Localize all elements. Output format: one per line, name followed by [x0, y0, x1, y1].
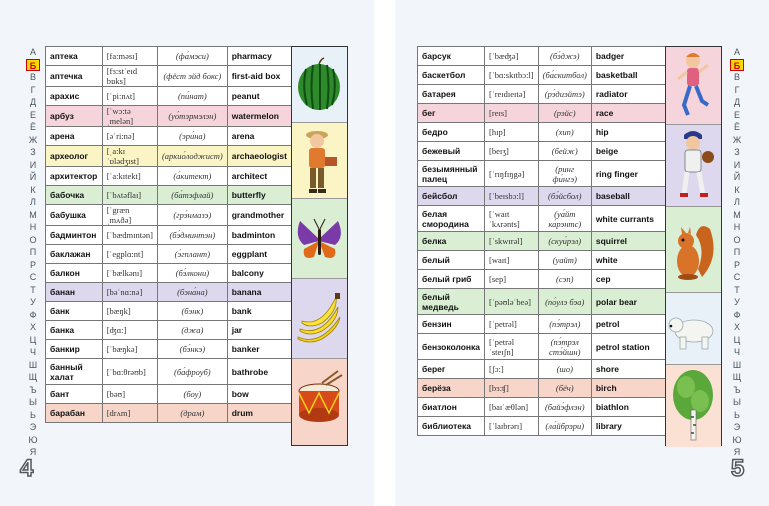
alphabet-letter[interactable]: Ъ: [733, 384, 741, 395]
english-word: badminton: [227, 226, 291, 245]
vocabulary-row: [46, 359, 292, 385]
alphabet-letter-active[interactable]: Б: [730, 59, 744, 72]
vocabulary-row: [418, 123, 666, 142]
alphabet-letter[interactable]: И: [29, 159, 37, 170]
russian-reading: (рэ́диэйтэ): [538, 85, 591, 104]
vocabulary-row: [418, 85, 666, 104]
english-word: peanut: [227, 87, 291, 106]
alphabet-letter[interactable]: С: [29, 272, 37, 282]
russian-word: белая смородина: [418, 206, 485, 232]
alphabet-letter[interactable]: Г: [734, 84, 740, 95]
russian-word: бант: [46, 385, 103, 404]
russian-word: бензоколонка: [418, 334, 485, 360]
russian-reading: (ба́скитбол): [538, 66, 591, 85]
russian-reading: (уайт): [538, 251, 591, 270]
alphabet-letter[interactable]: Р: [29, 259, 36, 270]
vocabulary-row: [418, 206, 666, 232]
russian-reading: (бэ́джэ): [538, 47, 591, 66]
alphabet-letter[interactable]: М: [29, 209, 37, 220]
vocabulary-row: [46, 264, 292, 283]
russian-reading: (уа́йт ка́рэнтс): [538, 206, 591, 232]
transcription: [ˈpetrəl]: [485, 315, 539, 334]
watermelon-illustration: [292, 47, 347, 123]
english-word: white: [591, 251, 665, 270]
archaeologist-illustration: [292, 123, 347, 199]
english-word: arena: [227, 127, 291, 146]
russian-reading: (бэ́нкэ): [157, 340, 227, 359]
russian-word: аптечка: [46, 66, 103, 87]
russian-reading: (ба́тэфлай): [157, 186, 227, 205]
alphabet-letter[interactable]: Г: [30, 84, 36, 95]
english-word: banker: [227, 340, 291, 359]
russian-word: бедро: [418, 123, 485, 142]
alphabet-letter[interactable]: Ю: [28, 434, 38, 445]
transcription: [ʤɑ:]: [102, 321, 157, 340]
vocabulary-row: [46, 47, 292, 66]
english-word: watermelon: [227, 106, 291, 127]
russian-word: бейсбол: [418, 187, 485, 206]
english-word: first-aid box: [227, 66, 291, 87]
russian-reading: (аркио́лоджист): [157, 146, 227, 167]
runner-illustration: [666, 47, 721, 125]
vocabulary-row: [418, 142, 666, 161]
transcription: [fɜ:stˈeɪd bɒks]: [102, 66, 157, 87]
russian-reading: (шо): [538, 360, 591, 379]
russian-word: археолог: [46, 146, 103, 167]
russian-word: бабочка: [46, 186, 103, 205]
transcription: [fa:məsɪ]: [102, 47, 157, 66]
vocabulary-row: [46, 302, 292, 321]
transcription: [ˈlaɪbrərɪ]: [485, 417, 539, 436]
right-page-number: 5: [731, 455, 745, 482]
alphabet-letter[interactable]: Ж: [28, 134, 38, 145]
alphabet-letter[interactable]: Э: [29, 422, 37, 432]
alphabet-letter[interactable]: Ы: [29, 397, 37, 407]
russian-reading: (бэнк): [157, 302, 227, 321]
russian-word: архитектор: [46, 167, 103, 186]
russian-word: бензин: [418, 315, 485, 334]
alphabet-letter[interactable]: Х: [733, 322, 740, 332]
vocabulary-row: [46, 186, 292, 205]
alphabet-letter[interactable]: Т: [30, 284, 36, 295]
vocabulary-row: [46, 106, 292, 127]
russian-reading: (эри́на): [157, 127, 227, 146]
transcription: [ˈreɪdɪeɪtə]: [485, 85, 539, 104]
russian-word: безымянный палец: [418, 161, 485, 187]
polar-bear-illustration: [666, 293, 721, 365]
alphabet-letter[interactable]: Ф: [29, 309, 37, 320]
english-word: basketball: [591, 66, 665, 85]
russian-word: белый гриб: [418, 270, 485, 289]
russian-reading: (ба́фроуб): [157, 359, 227, 385]
english-word: bow: [227, 385, 291, 404]
russian-word: балкон: [46, 264, 103, 283]
transcription: [ˈpi:nʌt]: [102, 87, 157, 106]
alphabet-letter[interactable]: О: [733, 234, 741, 245]
russian-word: банкир: [46, 340, 103, 359]
transcription: [ˈbælkənɪ]: [102, 264, 157, 283]
russian-reading: (грэ́нмазэ): [157, 205, 227, 226]
english-word: ring finger: [591, 161, 665, 187]
alphabet-letter[interactable]: Э: [733, 422, 741, 432]
transcription: [ˈrɪŋfɪŋgə]: [485, 161, 539, 187]
vocabulary-row: [46, 167, 292, 186]
transcription: [ˈbæŋkə]: [102, 340, 157, 359]
english-word: library: [591, 417, 665, 436]
russian-word: батарея: [418, 85, 485, 104]
russian-reading: (бэ́лкони): [157, 264, 227, 283]
russian-reading: (фёст эйд бокс): [157, 66, 227, 87]
alphabet-letter[interactable]: Е: [29, 109, 36, 120]
russian-word: бабушка: [46, 205, 103, 226]
alphabet-letter[interactable]: Щ: [732, 372, 742, 382]
russian-word: берёза: [418, 379, 485, 398]
russian-reading: (скуи́рэл): [538, 232, 591, 251]
russian-reading: (джа): [157, 321, 227, 340]
transcription: [ˈgrænˌmʌðə]: [102, 205, 157, 226]
alphabet-letter[interactable]: З: [30, 147, 36, 157]
vocabulary-row: [418, 360, 666, 379]
alphabet-letter[interactable]: У: [734, 297, 740, 307]
vocabulary-row: [418, 417, 666, 436]
russian-reading: (пэ́трэл): [538, 315, 591, 334]
alphabet-letter[interactable]: Ы: [733, 397, 741, 407]
vocabulary-row: [46, 87, 292, 106]
english-word: pharmacy: [227, 47, 291, 66]
alphabet-letter[interactable]: Й: [733, 172, 741, 182]
english-word: butterfly: [227, 186, 291, 205]
russian-reading: (ла́йбрэри): [538, 417, 591, 436]
russian-word: аптека: [46, 47, 103, 66]
alphabet-letter[interactable]: Ц: [733, 334, 741, 345]
transcription: [waɪt]: [485, 251, 539, 270]
alphabet-letter[interactable]: Ь: [30, 409, 36, 420]
alphabet-letter[interactable]: О: [29, 234, 37, 245]
english-word: badger: [591, 47, 665, 66]
russian-word: барабан: [46, 404, 103, 423]
butterfly-illustration: [292, 199, 347, 279]
transcription: [sep]: [485, 270, 539, 289]
russian-word: белый: [418, 251, 485, 270]
left-page-number: 4: [20, 455, 34, 482]
english-word: petrol: [591, 315, 665, 334]
english-word: birch: [591, 379, 665, 398]
russian-reading: (а́китект): [157, 167, 227, 186]
russian-reading: (байэ́флэн): [538, 398, 591, 417]
alphabet-letter[interactable]: Я: [29, 447, 37, 457]
transcription: [ˈbædmɪntən]: [102, 226, 157, 245]
russian-word: берег: [418, 360, 485, 379]
english-word: banana: [227, 283, 291, 302]
transcription: [baɪˈæθlən]: [485, 398, 539, 417]
transcription: [ʃɔ:]: [485, 360, 539, 379]
alphabet-letter[interactable]: Ф: [733, 309, 741, 320]
right-alphabet-index: [730, 46, 744, 459]
alphabet-letter[interactable]: Ю: [732, 434, 742, 445]
english-word: race: [591, 104, 665, 123]
vocabulary-row: [418, 334, 666, 360]
alphabet-letter[interactable]: Н: [733, 222, 741, 232]
banana-illustration: [292, 279, 347, 359]
english-word: polar bear: [591, 289, 665, 315]
vocabulary-row: [46, 66, 292, 87]
vocabulary-row: [418, 187, 666, 206]
vocabulary-row: [46, 340, 292, 359]
russian-reading: (бэ́дминтэн): [157, 226, 227, 245]
transcription: [ˈwɔ:təˌmelən]: [102, 106, 157, 127]
birch-tree-illustration: [666, 365, 721, 447]
alphabet-letter[interactable]: В: [733, 72, 740, 82]
alphabet-letter[interactable]: А: [29, 47, 36, 57]
russian-reading: (хип): [538, 123, 591, 142]
english-word: hip: [591, 123, 665, 142]
english-word: eggplant: [227, 245, 291, 264]
russian-word: белый медведь: [418, 289, 485, 315]
transcription: [ˈbɑ:θrəʊb]: [102, 359, 157, 385]
english-word: drum: [227, 404, 291, 423]
russian-word: банан: [46, 283, 103, 302]
transcription: [ˈa:kɪtekt]: [102, 167, 157, 186]
transcription: [drʌm]: [102, 404, 157, 423]
russian-reading: (уо́тэрмэлэн): [157, 106, 227, 127]
russian-word: бадминтон: [46, 226, 103, 245]
vocabulary-row: [46, 205, 292, 226]
transcription: [reɪs]: [485, 104, 539, 123]
russian-reading: (рэйс): [538, 104, 591, 123]
alphabet-letter[interactable]: Ж: [732, 134, 742, 145]
russian-word: библиотека: [418, 417, 485, 436]
vocabulary-row: [46, 321, 292, 340]
right-vocabulary-table: [417, 46, 666, 436]
alphabet-letter[interactable]: Х: [29, 322, 36, 332]
alphabet-letter[interactable]: Ч: [30, 347, 36, 357]
english-word: bank: [227, 302, 291, 321]
russian-reading: (драм): [157, 404, 227, 423]
alphabet-letter[interactable]: З: [734, 147, 740, 157]
transcription: [ˈegplɑ:nt]: [102, 245, 157, 264]
russian-word: арахис: [46, 87, 103, 106]
squirrel-illustration: [666, 207, 721, 293]
alphabet-letter[interactable]: Д: [733, 97, 741, 107]
english-word: archaeologist: [227, 146, 291, 167]
drum-illustration: [292, 359, 347, 445]
vocabulary-row: [418, 47, 666, 66]
alphabet-letter[interactable]: Й: [29, 172, 37, 182]
russian-word: арбуз: [46, 106, 103, 127]
russian-word: бежевый: [418, 142, 485, 161]
vocabulary-row: [418, 104, 666, 123]
alphabet-letter[interactable]: П: [29, 247, 37, 257]
alphabet-letter[interactable]: Д: [29, 97, 37, 107]
alphabet-letter[interactable]: С: [733, 272, 741, 282]
transcription: [ˈbʌtəflaɪ]: [102, 186, 157, 205]
alphabet-letter[interactable]: К: [30, 184, 36, 195]
russian-word: барсук: [418, 47, 485, 66]
page-gutter: [374, 0, 395, 506]
alphabet-letter[interactable]: Щ: [28, 372, 38, 382]
right-page: [395, 0, 769, 506]
english-word: balcony: [227, 264, 291, 283]
english-word: cep: [591, 270, 665, 289]
russian-reading: (по́улэ бэа): [538, 289, 591, 315]
transcription: [ˈpəʊləˈbeə]: [485, 289, 539, 315]
alphabet-letter[interactable]: П: [733, 247, 741, 257]
vocabulary-row: [46, 245, 292, 264]
english-word: shore: [591, 360, 665, 379]
vocabulary-row: [418, 251, 666, 270]
transcription: [ˈpetrəlˈsteɪʃn]: [485, 334, 539, 360]
transcription: [hɪp]: [485, 123, 539, 142]
russian-reading: (пи́нат): [157, 87, 227, 106]
russian-reading: (сэп): [538, 270, 591, 289]
alphabet-letter[interactable]: Ъ: [29, 384, 37, 395]
vocabulary-row: [46, 283, 292, 302]
alphabet-letter[interactable]: Т: [734, 284, 740, 295]
alphabet-letter[interactable]: В: [29, 72, 36, 82]
alphabet-letter[interactable]: К: [734, 184, 740, 195]
transcription: [bəˈnɑ:nə]: [102, 283, 157, 302]
vocabulary-row: [418, 161, 666, 187]
transcription: [ˌa:kɪˈɒlədʒɪst]: [102, 146, 157, 167]
alphabet-letter[interactable]: Ш: [732, 359, 742, 370]
english-word: baseball: [591, 187, 665, 206]
russian-reading: (э́гплант): [157, 245, 227, 264]
russian-word: белка: [418, 232, 485, 251]
russian-reading: (фа́мэси): [157, 47, 227, 66]
russian-reading: (пэ́трэл стэ́йшн): [538, 334, 591, 360]
vocabulary-row: [46, 127, 292, 146]
russian-reading: (бёч): [538, 379, 591, 398]
english-word: white currants: [591, 206, 665, 232]
left-page: [0, 0, 374, 506]
alphabet-letter[interactable]: Ь: [734, 409, 740, 420]
english-word: bathrobe: [227, 359, 291, 385]
alphabet-letter[interactable]: Ч: [734, 347, 740, 357]
russian-word: баклажан: [46, 245, 103, 264]
russian-word: арена: [46, 127, 103, 146]
right-illustration-column: [665, 46, 722, 446]
alphabet-letter[interactable]: Я: [733, 447, 741, 457]
left-alphabet-index: [26, 46, 40, 459]
vocabulary-row: [46, 146, 292, 167]
alphabet-letter[interactable]: Р: [733, 259, 740, 270]
vocabulary-row: [418, 66, 666, 85]
alphabet-letter[interactable]: Ё: [733, 122, 740, 132]
alphabet-letter[interactable]: Н: [29, 222, 37, 232]
english-word: beige: [591, 142, 665, 161]
vocabulary-row: [418, 289, 666, 315]
alphabet-letter[interactable]: Е: [733, 109, 740, 120]
russian-word: банка: [46, 321, 103, 340]
alphabet-letter[interactable]: Л: [734, 197, 740, 207]
alphabet-letter-active[interactable]: Б: [26, 59, 40, 72]
vocabulary-row: [418, 398, 666, 417]
transcription: [əˈri:nə]: [102, 127, 157, 146]
alphabet-letter[interactable]: Л: [30, 197, 36, 207]
russian-word: банный халат: [46, 359, 103, 385]
alphabet-letter[interactable]: И: [733, 159, 741, 170]
vocabulary-row: [418, 315, 666, 334]
vocabulary-row: [46, 404, 292, 423]
alphabet-letter[interactable]: Ц: [29, 334, 37, 345]
english-word: radiator: [591, 85, 665, 104]
transcription: [bæŋk]: [102, 302, 157, 321]
russian-reading: (бэна́на): [157, 283, 227, 302]
alphabet-letter[interactable]: М: [733, 209, 741, 220]
english-word: jar: [227, 321, 291, 340]
vocabulary-row: [418, 379, 666, 398]
transcription: [ˈskwɪrəl]: [485, 232, 539, 251]
transcription: [bəʊ]: [102, 385, 157, 404]
transcription: [bɜ:ʧ]: [485, 379, 539, 398]
english-word: architect: [227, 167, 291, 186]
russian-reading: (ринг фи́нгэ): [538, 161, 591, 187]
left-illustration-column: [291, 46, 348, 446]
vocabulary-row: [46, 226, 292, 245]
russian-word: бег: [418, 104, 485, 123]
transcription: [ˈbeɪsbɔ:l]: [485, 187, 539, 206]
russian-reading: (бейж): [538, 142, 591, 161]
english-word: biathlon: [591, 398, 665, 417]
transcription: [ˈbæʤə]: [485, 47, 539, 66]
transcription: [ˈwaɪtˈkʌrənts]: [485, 206, 539, 232]
alphabet-letter[interactable]: У: [30, 297, 36, 307]
alphabet-letter[interactable]: Ё: [29, 122, 36, 132]
russian-word: биатлон: [418, 398, 485, 417]
left-vocabulary-table: [45, 46, 292, 423]
alphabet-letter[interactable]: Ш: [28, 359, 38, 370]
baseball-player-illustration: [666, 125, 721, 207]
vocabulary-row: [418, 232, 666, 251]
russian-word: банк: [46, 302, 103, 321]
vocabulary-row: [418, 270, 666, 289]
russian-reading: (бэ́йсбол): [538, 187, 591, 206]
english-word: petrol station: [591, 334, 665, 360]
alphabet-letter[interactable]: А: [733, 47, 740, 57]
vocabulary-row: [46, 385, 292, 404]
russian-word: баскетбол: [418, 66, 485, 85]
transcription: [beɪʒ]: [485, 142, 539, 161]
russian-reading: (боу): [157, 385, 227, 404]
english-word: squirrel: [591, 232, 665, 251]
transcription: [ˈbɑ:skɪtbɔ:l]: [485, 66, 539, 85]
english-word: grandmother: [227, 205, 291, 226]
